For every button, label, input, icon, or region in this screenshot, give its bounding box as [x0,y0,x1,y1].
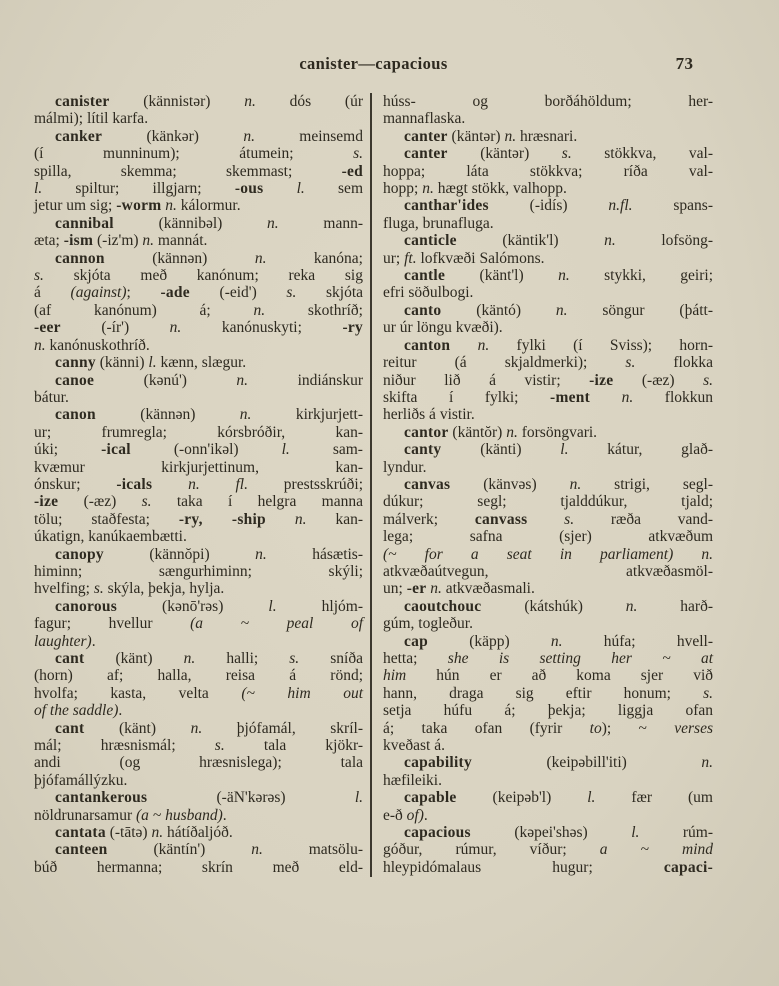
text-line: málverk; canvass s. ræða vand- [383,510,714,528]
text-line: s. skjóta með kanónum; reka sig [34,267,363,285]
text-line: æta; -ism (-iz'm) n. mannát. [34,232,208,250]
text-line: hopp; n. hægt stökk, valhopp. [383,180,567,198]
text-line: e-ð of). [383,806,428,824]
text-line: -eer (-ír') n. kanónuskyti; -ry [34,319,363,337]
text-line: canteen (käntín') n. matsölu- [55,841,363,859]
text-line: úki; -ical (-onn'ikəl) l. sam- [34,441,363,459]
text-line: reitur (á skjaldmerki); s. flokka [383,354,713,372]
text-line: lyndur. [383,458,427,476]
text-line: á (against); -ade (-eid') s. skjóta [34,284,363,302]
text-line: (í munninum); átumein; s. [34,145,363,163]
text-line: canto (käntó) n. söngur (þátt- [404,301,714,319]
text-line: cap (käpp) n. húfa; hvell- [404,632,713,650]
text-line: ur; ft. lofkvæði Salómons. [383,249,545,267]
text-line: cantor (käntŏr) n. forsöngvari. [404,423,598,441]
text-line: -ize (-æz) s. taka í helgra manna [34,493,363,511]
text-line: un; -er n. atkvæðasmali. [383,580,535,598]
text-line: þjófamállýzku. [34,771,128,789]
text-line: canoe (kənú') n. indiánskur [55,371,363,389]
page-number: 73 [675,54,694,73]
text-line: spilla, skemma; skemmast; -ed [34,162,363,180]
text-line: caoutchouc (kátshúk) n. harð- [404,597,713,615]
text-line: mannaflaska. [383,110,466,128]
text-line: tölu; staðfesta; -ry, -ship n. kan- [34,510,364,528]
text-line: canopy (kännŏpi) n. hásætis- [55,545,363,563]
text-line: kvæmur kirkjurjettinum, kan- [34,458,363,476]
text-line: him hún er að koma sjer við [383,667,713,685]
text-line: hann, draga sig eftir honum; s. [383,684,713,702]
text-line: cant (känt) n. þjófamál, skríl- [55,719,363,737]
text-line: canter (käntər) s. stökkva, val- [404,145,713,163]
text-line: canister (kännistər) n. dós (úr [55,93,364,110]
text-line: canticle (käntik'l) n. lofsöng- [404,232,713,250]
text-line: búð hermanna; skrín með eld- [34,858,363,876]
text-line: capability (keipəbill'iti) n. [404,754,713,772]
text-line: capacious (kəpei'shəs) l. rúm- [404,824,713,842]
text-line: skifta í fylki; -ment n. flokkun [383,388,714,406]
text-line: nöldrunarsamur (a ~ husband). [34,806,227,824]
page-header [34,53,713,74]
text-line: cant (känt) n. halli; s. sníða [55,650,363,667]
text-line: á; taka ofan (fyrir to); ~ verses [383,719,713,737]
text-line: gúm, togleður. [383,615,473,633]
text-line: andi (og hræsnislega); tala [34,754,363,772]
text-line: fluga, brunafluga. [383,214,494,232]
text-line: canvas (känvəs) n. strigi, segl- [404,475,713,493]
text-line: canter (käntər) n. hræsnari. [404,127,578,145]
text-line: efri söðulbogi. [383,284,474,302]
text-line: canon (kännən) n. kirkjurjett- [55,406,363,424]
column-left [34,93,363,876]
text-line: cannibal (kännibəl) n. mann- [55,214,363,232]
text-line: niður lið á vistir; -ize (-æz) s. [383,371,713,389]
text-line: góður, rúmur, víður; a ~ mind [383,841,713,859]
text-line: setja húfu á; þekja; liggja ofan [383,702,713,720]
column-divider [370,93,372,877]
text-line: ur; frumregla; kórsbróðir, kan- [34,423,363,441]
text-line: canker (känkər) n. meinsemd [55,127,363,145]
text-line: himinn; sængurhiminn; skýli; [34,562,363,580]
text-line: l. spiltur; illgjarn; -ous l. sem [34,180,363,198]
text-line: hoppa; láta stökkva; ríða val- [383,162,713,180]
text-line: kveðast á. [383,737,445,755]
text-line: hleypidómalaus hugur; capaci- [383,858,713,876]
text-line: herliðs á vistir. [383,406,475,424]
text-line: lega; safna (sjer) atkvæðum [383,528,713,546]
text-line: capable (keipəb'l) l. fær (um [404,789,713,807]
text-line: cannon (kännən) n. kanóna; [55,249,363,267]
text-line: canorous (kənō'rəs) l. hljóm- [55,597,363,615]
text-line: canny (känni) l. kænn, slægur. [55,354,247,372]
text-line: of the saddle). [34,702,123,720]
text-line: canthar'ides (-idís) n.fl. spans- [404,197,713,215]
text-line: canton n. fylki (í Sviss); horn- [404,336,713,354]
text-line: fagur; hvellur (a ~ peal of [34,615,363,633]
text-line: ónskur; -icals n. fl. prestsskrúði; [34,475,364,493]
text-line: (horn) af; halla, reisa á rönd; [34,667,363,685]
text-line: mál; hræsnismál; s. tala kjökr- [34,737,363,755]
text-line: cantle (känt'l) n. stykki, geiri; [404,267,714,285]
text-line: cantata (-tātə) n. hátíðaljóð. [55,824,233,842]
text-line: dúkur; segl; tjalddúkur, tjald; [383,493,713,511]
text-line: atkvæðaútvegun, atkvæðasmöl- [383,562,713,580]
text-line: bátur. [34,388,69,406]
column-right [383,93,713,876]
running-head: canister—capacious [299,54,448,73]
text-line: n. kanónuskothríð. [34,336,150,354]
text-line: ur úr löngu kvæði). [383,319,503,337]
text-line: úkatign, kanúkaembætti. [34,528,187,546]
text-line: cantankerous (-äN'kərəs) l. [55,789,363,807]
text-line: canty (känti) l. kátur, glað- [404,441,713,459]
text-line: húss- og borðáhöldum; her- [383,93,713,110]
text-line: hvolfa; kasta, velta (~ him out [34,684,364,702]
text-line: laughter). [34,632,96,650]
text-line: málmi); lítil karfa. [34,110,149,128]
text-line: hæfileiki. [383,771,442,789]
text-line: hetta; she is setting her ~ at [383,650,714,667]
text-line: jetur um sig; -worm n. kálormur. [34,197,241,215]
text-line: (af kanónum) á; n. skothríð; [34,301,363,319]
text-line: (~ for a seat in parliament) n. [383,545,713,563]
text-line: hvelfing; s. skýla, þekja, hylja. [34,580,225,598]
